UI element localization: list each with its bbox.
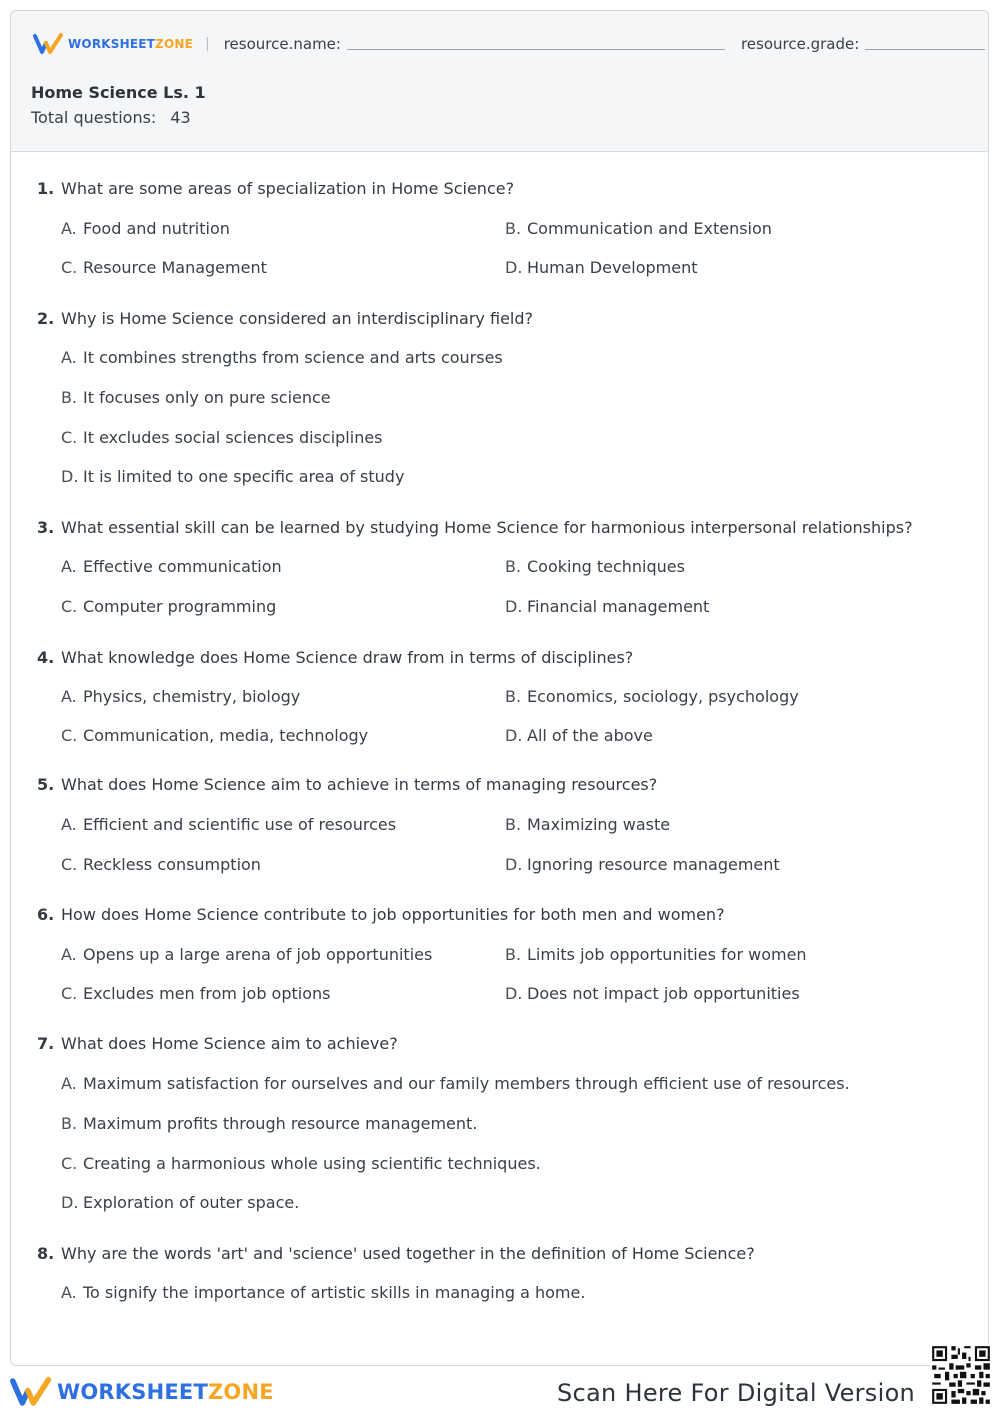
option-letter: D. xyxy=(505,984,523,1003)
q4-option-d[interactable] xyxy=(505,726,653,745)
option-text: Exploration of outer space. xyxy=(83,1193,300,1212)
option-text: Cooking techniques xyxy=(527,557,685,576)
brand-wordmark xyxy=(57,1380,274,1404)
question-text: Why are the words 'art' and 'science' used together in the definition of Home Science? xyxy=(61,1244,755,1263)
question-number: 5. xyxy=(37,775,55,794)
option-text: Opens up a large arena of job opportunities xyxy=(83,945,433,964)
option-text: It excludes social sciences disciplines xyxy=(83,428,383,447)
question-2 xyxy=(37,309,533,328)
option-text: It is limited to one specific area of study xyxy=(83,467,405,486)
question-7 xyxy=(37,1034,398,1053)
q7-option-d[interactable] xyxy=(61,1193,299,1212)
option-letter: A. xyxy=(61,348,77,367)
q1-option-d[interactable] xyxy=(505,258,698,277)
header-row xyxy=(33,33,985,55)
option-text: Maximizing waste xyxy=(527,815,671,834)
q5-option-c[interactable] xyxy=(61,855,261,874)
resource-grade-label: resource.grade: xyxy=(740,35,860,53)
q7-option-c[interactable] xyxy=(61,1154,541,1173)
worksheetzone-logo-icon xyxy=(33,33,65,55)
option-letter: A. xyxy=(61,945,77,964)
option-letter: B. xyxy=(505,557,522,576)
q3-option-a[interactable] xyxy=(61,557,282,576)
q2-option-b[interactable] xyxy=(61,388,331,407)
worksheetzone-logo-icon xyxy=(10,1376,54,1408)
q8-option-a[interactable] xyxy=(61,1283,585,1302)
option-letter: B. xyxy=(61,388,78,407)
question-number: 7. xyxy=(37,1034,55,1053)
option-text: Excludes men from job options xyxy=(83,984,331,1003)
q1-option-c[interactable] xyxy=(61,258,267,277)
option-letter: A. xyxy=(61,219,77,238)
option-letter: A. xyxy=(61,557,77,576)
option-letter: A. xyxy=(61,1074,77,1093)
q6-option-d[interactable] xyxy=(505,984,800,1003)
q1-option-b[interactable] xyxy=(505,219,772,238)
question-4 xyxy=(37,648,633,667)
option-letter: B. xyxy=(505,219,522,238)
option-letter: D. xyxy=(505,726,523,745)
option-text: Human Development xyxy=(527,258,698,277)
option-letter: A. xyxy=(61,1283,77,1302)
q6-option-b[interactable] xyxy=(505,945,807,964)
option-letter: A. xyxy=(61,815,77,834)
q5-option-b[interactable] xyxy=(505,815,670,834)
option-letter: C. xyxy=(61,597,78,616)
brand-word-1: WORKSHEET xyxy=(57,1380,208,1404)
total-questions-value: 43 xyxy=(170,108,191,127)
worksheet-title: Home Science Ls. 1 xyxy=(31,83,206,102)
footer-logo xyxy=(10,1376,274,1408)
option-letter: B. xyxy=(505,687,522,706)
option-letter: C. xyxy=(61,984,78,1003)
question-number: 6. xyxy=(37,905,55,924)
option-letter: B. xyxy=(61,1114,78,1133)
question-number: 1. xyxy=(37,179,55,198)
option-text: Creating a harmonious whole using scientific techniques. xyxy=(83,1154,541,1173)
option-text: Food and nutrition xyxy=(83,219,230,238)
q5-option-d[interactable] xyxy=(505,855,780,874)
option-text: Economics, sociology, psychology xyxy=(527,687,799,706)
q1-option-a[interactable] xyxy=(61,219,230,238)
q2-option-c[interactable] xyxy=(61,428,383,447)
brand-word-2: ZONE xyxy=(207,1380,274,1404)
option-text: It focuses only on pure science xyxy=(83,388,331,407)
option-letter: D. xyxy=(505,597,523,616)
q3-option-c[interactable] xyxy=(61,597,276,616)
option-letter: A. xyxy=(61,687,77,706)
question-number: 8. xyxy=(37,1244,55,1263)
total-questions-label: Total questions: xyxy=(31,108,157,127)
q2-option-a[interactable] xyxy=(61,348,503,367)
option-text: Computer programming xyxy=(83,597,277,616)
option-letter: D. xyxy=(61,1193,79,1212)
worksheet-page xyxy=(10,10,989,1366)
option-letter: D. xyxy=(505,258,523,277)
brand-word-2: ZONE xyxy=(155,37,193,51)
q4-option-a[interactable] xyxy=(61,687,300,706)
option-letter: B. xyxy=(505,815,522,834)
option-letter: C. xyxy=(61,726,78,745)
option-letter: D. xyxy=(505,855,523,874)
resource-grade-field[interactable] xyxy=(865,49,985,50)
q4-option-b[interactable] xyxy=(505,687,799,706)
brand-wordmark xyxy=(68,37,193,51)
question-1 xyxy=(37,179,514,198)
question-text: What does Home Science aim to achieve in terms of managing resources? xyxy=(61,775,658,794)
worksheet-header xyxy=(11,11,988,152)
question-5 xyxy=(37,775,657,794)
option-text: Financial management xyxy=(527,597,710,616)
option-text: It combines strengths from science and arts courses xyxy=(83,348,503,367)
option-text: All of the above xyxy=(527,726,653,745)
question-8 xyxy=(37,1244,755,1263)
brand-word-1: WORKSHEET xyxy=(68,37,156,51)
q7-option-b[interactable] xyxy=(61,1114,477,1133)
question-3 xyxy=(37,518,913,537)
option-letter: C. xyxy=(61,1154,78,1173)
option-text: Effective communication xyxy=(83,557,282,576)
option-text: Ignoring resource management xyxy=(527,855,780,874)
option-text: Resource Management xyxy=(83,258,267,277)
option-letter: D. xyxy=(61,467,79,486)
question-text: What does Home Science aim to achieve? xyxy=(61,1034,398,1053)
option-letter: C. xyxy=(61,258,78,277)
q6-option-c[interactable] xyxy=(61,984,330,1003)
q3-option-b[interactable] xyxy=(505,557,685,576)
question-text: What knowledge does Home Science draw from in terms of disciplines? xyxy=(61,648,634,667)
header-divider: | xyxy=(205,36,210,52)
question-6 xyxy=(37,905,725,924)
question-text: What essential skill can be learned by studying Home Science for harmonious interpersonal relationships? xyxy=(61,518,913,537)
option-text: Limits job opportunities for women xyxy=(527,945,807,964)
scan-prompt: Scan Here For Digital Version xyxy=(557,1379,916,1407)
question-text: How does Home Science contribute to job opportunities for both men and women? xyxy=(61,905,725,924)
option-letter: B. xyxy=(505,945,522,964)
option-text: Does not impact job opportunities xyxy=(527,984,800,1003)
question-text: What are some areas of specialization in Home Science? xyxy=(61,179,515,198)
option-text: Maximum profits through resource management. xyxy=(83,1114,478,1133)
option-text: To signify the importance of artistic skills in managing a home. xyxy=(83,1283,586,1302)
option-text: Communication and Extension xyxy=(527,219,772,238)
q4-option-c[interactable] xyxy=(61,726,368,745)
q2-option-d[interactable] xyxy=(61,467,404,486)
total-questions xyxy=(31,108,191,127)
question-text: Why is Home Science considered an interdisciplinary field? xyxy=(61,309,533,328)
option-letter: C. xyxy=(61,428,78,447)
question-number: 2. xyxy=(37,309,55,328)
question-number: 4. xyxy=(37,648,55,667)
option-text: Reckless consumption xyxy=(83,855,261,874)
question-number: 3. xyxy=(37,518,55,537)
qr-code-icon[interactable] xyxy=(930,1344,992,1406)
option-text: Physics, chemistry, biology xyxy=(83,687,301,706)
option-letter: C. xyxy=(61,855,78,874)
resource-name-field[interactable] xyxy=(347,49,725,50)
option-text: Efficient and scientific use of resources xyxy=(83,815,397,834)
q7-option-a[interactable] xyxy=(61,1074,850,1093)
option-text: Communication, media, technology xyxy=(83,726,369,745)
q6-option-a[interactable] xyxy=(61,945,432,964)
option-text: Maximum satisfaction for ourselves and our family members through efficient use of resources. xyxy=(83,1074,850,1093)
q5-option-a[interactable] xyxy=(61,815,396,834)
resource-name-label: resource.name: xyxy=(223,35,341,53)
q3-option-d[interactable] xyxy=(505,597,709,616)
